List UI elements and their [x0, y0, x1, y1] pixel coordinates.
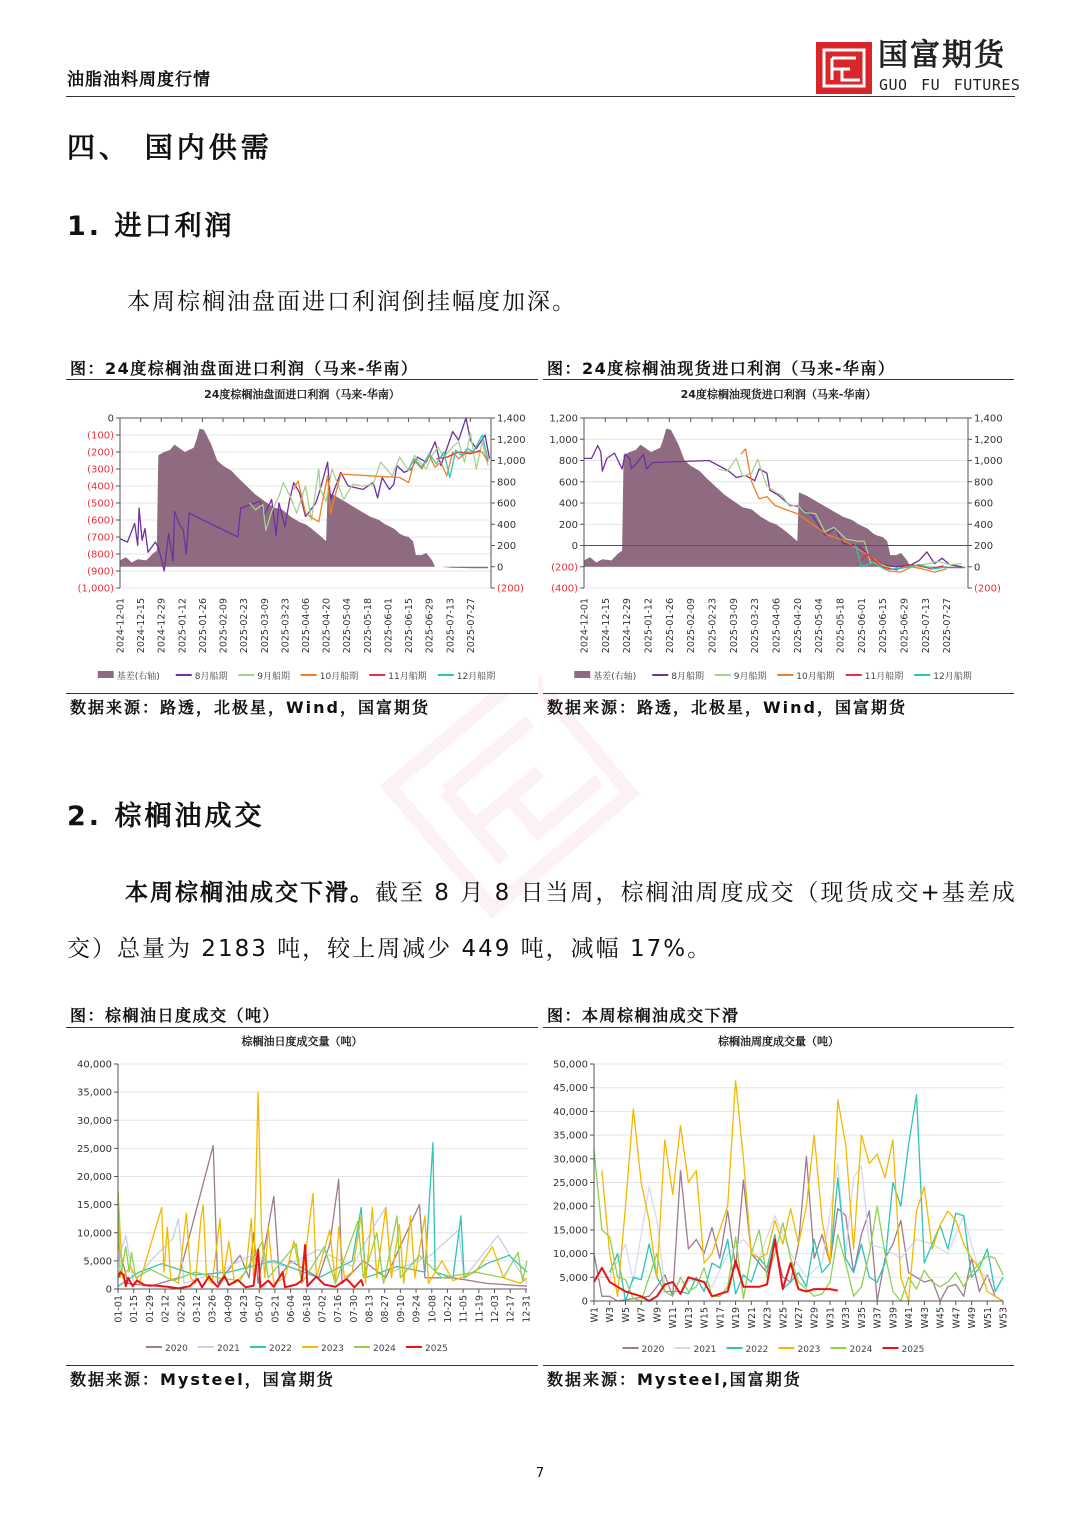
y-tick-label: 0: [107, 413, 114, 425]
series-area-basis: [120, 429, 488, 569]
x-tick-label: W45: [935, 1307, 947, 1329]
x-tick-label: W41: [904, 1307, 916, 1329]
legend-label: 11月船期: [388, 672, 427, 682]
x-tick-label: 2025-01-12: [177, 598, 189, 654]
x-tick-label: W53: [998, 1307, 1010, 1329]
x-tick-label: 12-03: [490, 1295, 502, 1323]
x-tick-label: W1: [589, 1307, 601, 1323]
futures-import-profit-chart: [66, 380, 538, 693]
source-divider: [66, 693, 538, 694]
source-divider: [66, 1365, 538, 1366]
x-tick-label: 09-24: [411, 1295, 423, 1323]
y-tick-label: 0: [571, 541, 578, 552]
y-right-tick-label: 0: [497, 562, 504, 574]
chart-title: 24度棕榈油现货进口利润（马来-华南）: [680, 388, 877, 401]
legend-label: 9月船期: [257, 672, 290, 682]
figure-caption: 图：棕榈油日度成交（吨）: [70, 1006, 281, 1025]
y-tick-label: 5,000: [559, 1272, 588, 1284]
y-tick-label: 15,000: [553, 1225, 588, 1237]
legend-label: 2025: [901, 1345, 925, 1355]
y-right-tick-label: 200: [974, 541, 994, 552]
x-tick-label: 01-01: [113, 1295, 125, 1323]
x-tick-label: 02-12: [160, 1295, 172, 1323]
x-tick-label: 2024-12-01: [115, 598, 127, 654]
x-tick-label: 2025-02-09: [686, 598, 698, 654]
y-tick-label: (900): [87, 566, 114, 578]
x-tick-label: W7: [636, 1307, 648, 1323]
x-tick-label: 2025-04-06: [301, 598, 312, 654]
figure-source: 数据来源：路透，北极星，Wind，国富期货: [547, 698, 907, 717]
y-tick-label: (600): [87, 515, 114, 527]
y-tick-label: 25,000: [553, 1178, 588, 1189]
x-tick-label: 11-05: [458, 1295, 470, 1323]
x-tick-label: 2025-07-13: [920, 598, 932, 654]
x-tick-label: 05-07: [254, 1295, 266, 1323]
y-tick-label: 20,000: [553, 1201, 588, 1213]
summary-body: 截至 8 月 8 日当周，棕榈油周度成交（现货成交+基差成交）总量为 2183 吨，较上周减少 449 吨，减幅 17%。: [67, 880, 1017, 962]
logo-text-en: GUO FU FUTURES: [879, 76, 1021, 94]
x-tick-label: W19: [731, 1307, 743, 1329]
legend-label: 8月船期: [194, 672, 228, 682]
page-number: 7: [535, 1466, 545, 1481]
x-tick-label: W23: [762, 1307, 774, 1329]
legend-label: 2020: [641, 1345, 665, 1355]
y-tick-label: 0: [105, 1284, 112, 1296]
series-line-2020: [118, 1146, 527, 1287]
x-tick-label: 2025-05-04: [342, 598, 354, 654]
x-tick-label: W49: [967, 1307, 979, 1329]
figure-source: 数据来源：Mysteel,国富期货: [547, 1370, 802, 1389]
x-tick-label: 2025-03-09: [259, 598, 271, 654]
report-title: 油脂油料周度行情: [67, 70, 211, 90]
x-tick-label: W33: [841, 1307, 853, 1329]
daily-volume-chart: [66, 1028, 538, 1365]
y-tick-label: 20,000: [77, 1172, 112, 1183]
legend-label: 2021: [217, 1344, 240, 1354]
legend-label: 2025: [425, 1344, 448, 1354]
y-tick-label: 400: [558, 498, 578, 510]
x-tick-label: 2025-06-15: [878, 598, 890, 654]
y-tick-label: (200): [87, 447, 114, 459]
legend-swatch: [98, 671, 114, 678]
x-tick-label: 07-02: [317, 1295, 329, 1323]
x-tick-label: 11-19: [474, 1295, 486, 1323]
legend-label: 12月船期: [933, 672, 972, 682]
legend-label: 11月船期: [864, 672, 904, 682]
logo-icon: [816, 42, 872, 94]
y-tick-label: (800): [87, 549, 114, 561]
x-tick-label: 08-27: [380, 1295, 392, 1323]
subsection-title-import-profit: 1. 进口利润: [67, 211, 235, 242]
y-right-tick-label: 600: [974, 498, 994, 510]
x-tick-label: 06-18: [301, 1295, 313, 1323]
y-right-tick-label: 800: [974, 477, 994, 489]
x-tick-label: W5: [620, 1307, 632, 1323]
x-tick-label: 2024-12-15: [600, 598, 612, 654]
y-tick-label: 40,000: [553, 1106, 588, 1118]
y-tick-label: 1,000: [549, 434, 578, 446]
y-right-tick-label: 800: [497, 477, 517, 489]
x-tick-label: W9: [652, 1307, 664, 1323]
x-tick-label: 07-30: [348, 1295, 360, 1323]
y-tick-label: 1,200: [549, 413, 578, 425]
y-tick-label: 35,000: [553, 1130, 588, 1142]
x-tick-label: 06-04: [286, 1295, 298, 1323]
x-tick-label: W17: [715, 1307, 727, 1329]
y-tick-label: 30,000: [553, 1154, 588, 1166]
y-tick-label: 15,000: [77, 1200, 112, 1212]
x-tick-label: W47: [951, 1307, 963, 1329]
figure-caption: 图：本周棕榈油成交下滑: [547, 1006, 740, 1025]
x-tick-label: W43: [919, 1307, 931, 1329]
y-right-tick-label: (200): [497, 583, 524, 595]
x-tick-label: 2025-04-20: [321, 598, 333, 654]
legend-label: 2023: [797, 1345, 821, 1355]
y-right-tick-label: 1,400: [497, 413, 526, 425]
x-tick-label: W15: [699, 1307, 711, 1329]
y-right-tick-label: 0: [974, 562, 981, 574]
x-tick-label: 03-26: [207, 1295, 219, 1323]
y-right-tick-label: 1,000: [497, 456, 526, 467]
x-tick-label: 10-08: [427, 1295, 439, 1323]
legend-label: 2024: [373, 1344, 396, 1354]
legend-label: 基差(右轴): [116, 672, 160, 682]
y-tick-label: 10,000: [77, 1228, 112, 1240]
x-tick-label: W25: [778, 1307, 790, 1329]
y-tick-label: 800: [558, 456, 578, 467]
x-tick-label: 2025-04-06: [771, 598, 783, 654]
y-tick-label: (300): [87, 464, 114, 476]
source-divider: [543, 693, 1014, 694]
x-tick-label: 2025-05-18: [835, 598, 847, 654]
y-right-tick-label: 400: [974, 519, 994, 531]
y-right-tick-label: 1,200: [497, 434, 526, 446]
legend-swatch: [574, 671, 590, 678]
x-tick-label: 2025-07-27: [465, 598, 477, 654]
x-tick-label: W21: [746, 1307, 758, 1329]
x-tick-label: 12-31: [521, 1295, 533, 1323]
figure-source: 数据来源：Mysteel，国富期货: [70, 1370, 335, 1389]
x-tick-label: 2025-06-29: [899, 598, 911, 654]
x-tick-label: 04-09: [223, 1295, 235, 1323]
x-tick-label: W35: [856, 1307, 868, 1329]
x-tick-label: 2024-12-01: [579, 598, 591, 654]
logo-text-cn: 国富期货: [878, 38, 1006, 73]
x-tick-label: 05-21: [270, 1295, 282, 1323]
y-tick-label: (100): [87, 430, 114, 442]
legend-label: 12月船期: [456, 672, 496, 682]
source-divider: [543, 1365, 1014, 1366]
x-tick-label: W13: [683, 1307, 695, 1329]
y-tick-label: 30,000: [77, 1115, 112, 1127]
legend-label: 2024: [849, 1345, 873, 1355]
y-right-tick-label: 600: [497, 498, 517, 510]
chart-title: 棕榈油周度成交量（吨）: [718, 1035, 839, 1048]
x-tick-label: 2025-05-04: [814, 598, 826, 654]
x-tick-label: 2025-03-23: [280, 598, 292, 654]
y-right-tick-label: 400: [497, 519, 517, 531]
x-tick-label: W31: [825, 1307, 837, 1329]
y-tick-label: (400): [87, 481, 114, 493]
legend-label: 2022: [745, 1345, 769, 1355]
x-tick-label: W3: [605, 1307, 617, 1323]
x-tick-label: 07-16: [333, 1295, 345, 1323]
x-tick-label: 2025-01-12: [643, 598, 655, 654]
weekly-volume-chart: [543, 1028, 1014, 1365]
x-tick-label: 12-17: [505, 1295, 517, 1323]
y-tick-label: 40,000: [77, 1059, 112, 1071]
section-title: 四、 国内供需: [67, 131, 273, 164]
subsection-title-palm-trade: 2. 棕榈油成交: [67, 801, 265, 832]
x-tick-label: 2025-07-13: [445, 598, 457, 654]
x-tick-label: 2025-01-26: [197, 598, 209, 654]
x-tick-label: 2024-12-29: [156, 598, 168, 654]
figure-source: 数据来源：路透，北极星，Wind，国富期货: [70, 698, 430, 717]
legend-label: 10月船期: [319, 672, 359, 682]
x-tick-label: 02-26: [176, 1295, 188, 1323]
x-tick-label: 01-15: [129, 1295, 141, 1323]
y-tick-label: 0: [581, 1296, 588, 1308]
legend-label: 8月船期: [671, 672, 704, 682]
legend-label: 2021: [693, 1345, 717, 1355]
figure-caption: 图：24度棕榈油现货进口利润（马来-华南）: [547, 359, 896, 378]
x-tick-label: 2025-02-09: [218, 598, 230, 654]
chart-title: 棕榈油日度成交量（吨）: [241, 1035, 363, 1048]
x-tick-label: 2024-12-15: [136, 598, 148, 654]
x-tick-label: 2025-06-29: [424, 598, 436, 654]
x-tick-label: 2025-04-20: [792, 598, 804, 654]
y-tick-label: 600: [558, 477, 578, 489]
x-tick-label: 04-23: [239, 1295, 251, 1323]
y-tick-label: 200: [558, 519, 578, 531]
x-tick-label: 01-29: [144, 1295, 156, 1323]
x-tick-label: W29: [809, 1307, 821, 1329]
x-tick-label: 2025-06-15: [404, 598, 416, 654]
y-tick-label: 25,000: [77, 1143, 112, 1155]
x-tick-label: 2025-02-23: [707, 598, 719, 654]
x-tick-label: 2025-06-01: [383, 598, 395, 654]
x-tick-label: 09-10: [395, 1295, 407, 1323]
y-tick-label: (500): [87, 498, 114, 510]
palm-trade-summary: [67, 865, 1017, 977]
summary-lead: 本周棕榈油成交下滑。: [125, 880, 375, 906]
spot-import-profit-chart: [543, 380, 1014, 693]
legend-label: 10月船期: [796, 672, 835, 682]
y-right-tick-label: 200: [497, 541, 517, 552]
x-tick-label: W51: [982, 1307, 994, 1329]
series-line-2022: [610, 1095, 1003, 1301]
import-profit-summary: 本周棕榈油盘面进口利润倒挂幅度加深。: [127, 289, 577, 315]
header-divider: [66, 96, 1015, 97]
x-tick-label: W39: [888, 1307, 900, 1329]
y-right-tick-label: (200): [974, 583, 1001, 595]
y-tick-label: (1,000): [77, 583, 114, 595]
x-tick-label: 2025-03-09: [728, 598, 740, 654]
x-tick-label: W37: [872, 1307, 884, 1329]
y-tick-label: 5,000: [83, 1256, 112, 1268]
x-tick-label: 2024-12-29: [622, 598, 634, 654]
figure-caption: 图：24度棕榈油盘面进口利润（马来-华南）: [70, 359, 419, 378]
x-tick-label: 03-12: [191, 1295, 203, 1323]
x-tick-label: 2025-03-23: [750, 598, 762, 654]
y-right-tick-label: 1,400: [974, 413, 1003, 425]
y-right-tick-label: 1,000: [974, 456, 1003, 467]
series-area-basis: [584, 429, 965, 569]
legend-label: 9月船期: [733, 672, 767, 682]
x-tick-label: 10-22: [442, 1295, 454, 1323]
y-tick-label: 45,000: [553, 1083, 588, 1095]
chart-title: 24度棕榈油盘面进口利润（马来-华南）: [204, 388, 400, 401]
legend-label: 2022: [269, 1344, 292, 1354]
series-line-2023: [118, 1092, 527, 1283]
x-tick-label: 2025-07-27: [942, 598, 954, 654]
x-tick-label: W11: [668, 1307, 680, 1329]
x-tick-label: 08-13: [364, 1295, 376, 1323]
series-line-2024: [594, 1149, 1003, 1301]
y-tick-label: (700): [87, 532, 114, 544]
y-right-tick-label: 1,200: [974, 434, 1003, 446]
legend-label: 2020: [165, 1344, 188, 1354]
x-tick-label: W27: [794, 1307, 805, 1329]
x-tick-label: 2025-01-26: [664, 598, 676, 654]
y-tick-label: (400): [551, 583, 578, 595]
y-tick-label: 50,000: [553, 1059, 588, 1071]
legend-label: 2023: [321, 1344, 344, 1354]
x-tick-label: 2025-05-18: [362, 598, 374, 654]
y-tick-label: 10,000: [553, 1249, 588, 1261]
x-tick-label: 2025-06-01: [856, 598, 868, 654]
x-tick-label: 2025-02-23: [239, 598, 251, 654]
legend-label: 基差(右轴): [593, 672, 637, 682]
y-tick-label: (200): [551, 562, 578, 574]
y-tick-label: 35,000: [77, 1087, 112, 1099]
